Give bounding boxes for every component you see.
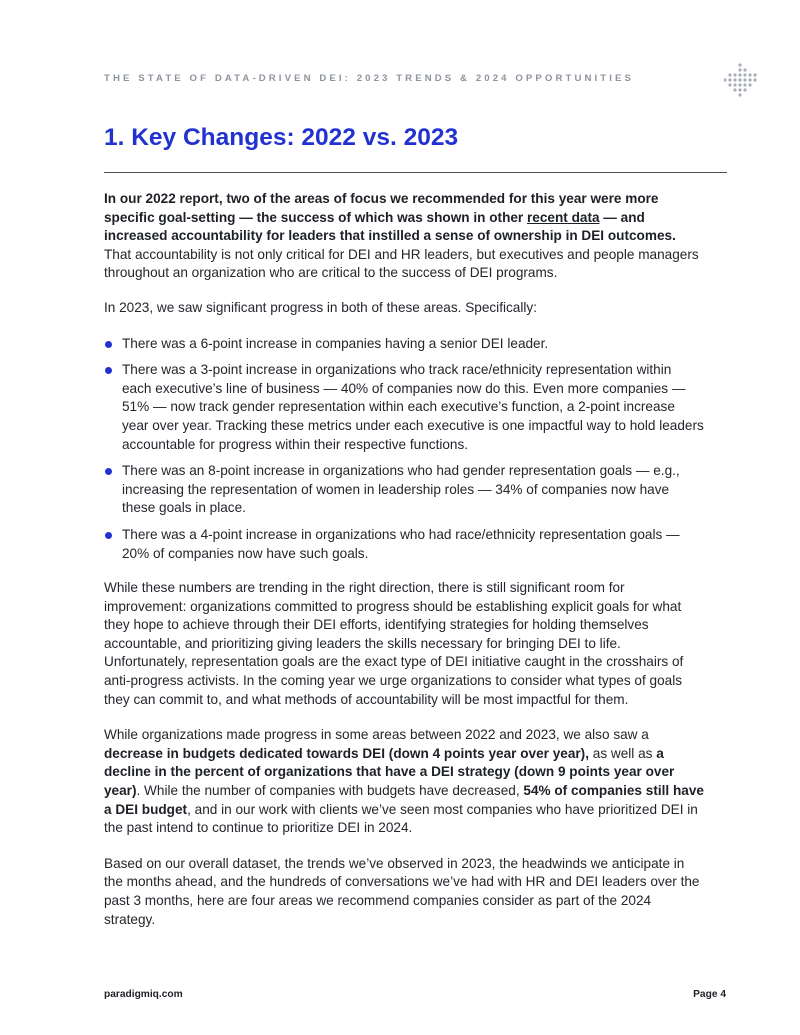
- bullet-item: [104, 462, 704, 518]
- bullet-text: There was a 3-point increase in organizations who track race/ethnicity representation within each executive’s line of business — 40% of companies now do this. Even more companies — 51% — now track gender representation within each executive’s function, a 2-point increase year over year. Tracking these metrics under each executive is one impactful way to hold leaders accountable for progress within their respective functions.: [122, 362, 704, 452]
- budget-text-1: While organizations made progress in some areas between 2022 and 2023, we also saw a: [104, 727, 649, 743]
- bullet-dot-icon: [105, 532, 112, 539]
- bullet-dot-icon: [105, 367, 112, 374]
- footer-page-number: Page 4: [693, 989, 726, 1000]
- budget-paragraph: [104, 726, 704, 838]
- intro-paragraph: [104, 190, 704, 283]
- intro-bold-lead: In our 2022 report, two of the areas of focus we recommended for this year were more specific goal-setting — the success of which was shown in other: [104, 191, 659, 225]
- trends-paragraph: While these numbers are trending in the right direction, there is still significant room for improvement: organizations committed to progress should be establishing explicit goals for what they hope to achieve through their DEI efforts, identifying strategies for holding themselves accountable, and prioritizing giving leaders the skills necessary for bringing DEI to life. Unfortunately, representation goals are the exact type of DEI initiative caught in the crosshairs of anti-progress activists. In the coming year we urge organizations to consider what types of goals they can commit to, and what methods of accountability will be most impactful for them.: [104, 580, 684, 707]
- footer-site-link[interactable]: paradigmiq.com: [104, 989, 183, 1000]
- budget-text-2: as well as: [588, 745, 657, 761]
- budget-bold-3: 54% of companies still have a DEI budget: [104, 783, 704, 817]
- bullet-item: [104, 361, 704, 454]
- budget-bold-2: a decline in the percent of organizations that have a DEI strategy (down 9 points year over year): [104, 745, 675, 799]
- budget-bold-1: decrease in budgets dedicated towards DEI (down 4 points year over year),: [104, 745, 589, 761]
- bullet-text: There was an 8-point increase in organizations who had gender representation goals — e.g., increasing the representation of women in leadership roles — 34% of companies now have these goals in place.: [122, 463, 680, 516]
- bullet-text: There was a 6-point increase in companies having a senior DEI leader.: [122, 335, 549, 351]
- page-title: 1. Key Changes: 2022 vs. 2023: [104, 124, 459, 151]
- bullet-item: [104, 335, 704, 354]
- budget-text-3: . While the number of companies with budgets have decreased,: [136, 783, 524, 799]
- bullet-item: [104, 526, 704, 563]
- intro-bold-tail: — and increased accountability for leaders that instilled a sense of ownership in DEI outcomes.: [104, 209, 676, 244]
- title-divider: [104, 172, 727, 173]
- progress-bullet-list: [104, 335, 704, 564]
- bullet-text: There was a 4-point increase in organizations who had race/ethnicity representation goals — 20% of companies now have such goals.: [122, 526, 680, 561]
- bullet-dot-icon: [105, 468, 112, 475]
- closing-paragraph: Based on our overall dataset, the trends we’ve observed in 2023, the headwinds we anticipate in the months ahead, and the hundreds of conversations we’ve had with HR and DEI leaders over the past 3 months, here are four areas we recommend companies consider as part of the 2024 strategy.: [104, 855, 700, 927]
- document-body: [104, 190, 704, 946]
- recent-data-link[interactable]: recent data: [527, 209, 600, 225]
- logo-dots-icon: [724, 62, 760, 98]
- progress-lead: In 2023, we saw significant progress in both of these areas. Specifically:: [104, 299, 537, 315]
- bullet-dot-icon: [105, 341, 112, 348]
- running-header: THE STATE OF DATA-DRIVEN DEI: 2023 TRENDS & 2024 OPPORTUNITIES: [104, 73, 634, 84]
- intro-rest: That accountability is not only critical for DEI and HR leaders, but executives and people managers throughout an organization who are critical to the success of DEI programs.: [104, 246, 699, 281]
- budget-text-4: , and in our work with clients we’ve seen most companies who have prioritized DEI in the past intend to continue to prioritize DEI in 2024.: [104, 801, 698, 836]
